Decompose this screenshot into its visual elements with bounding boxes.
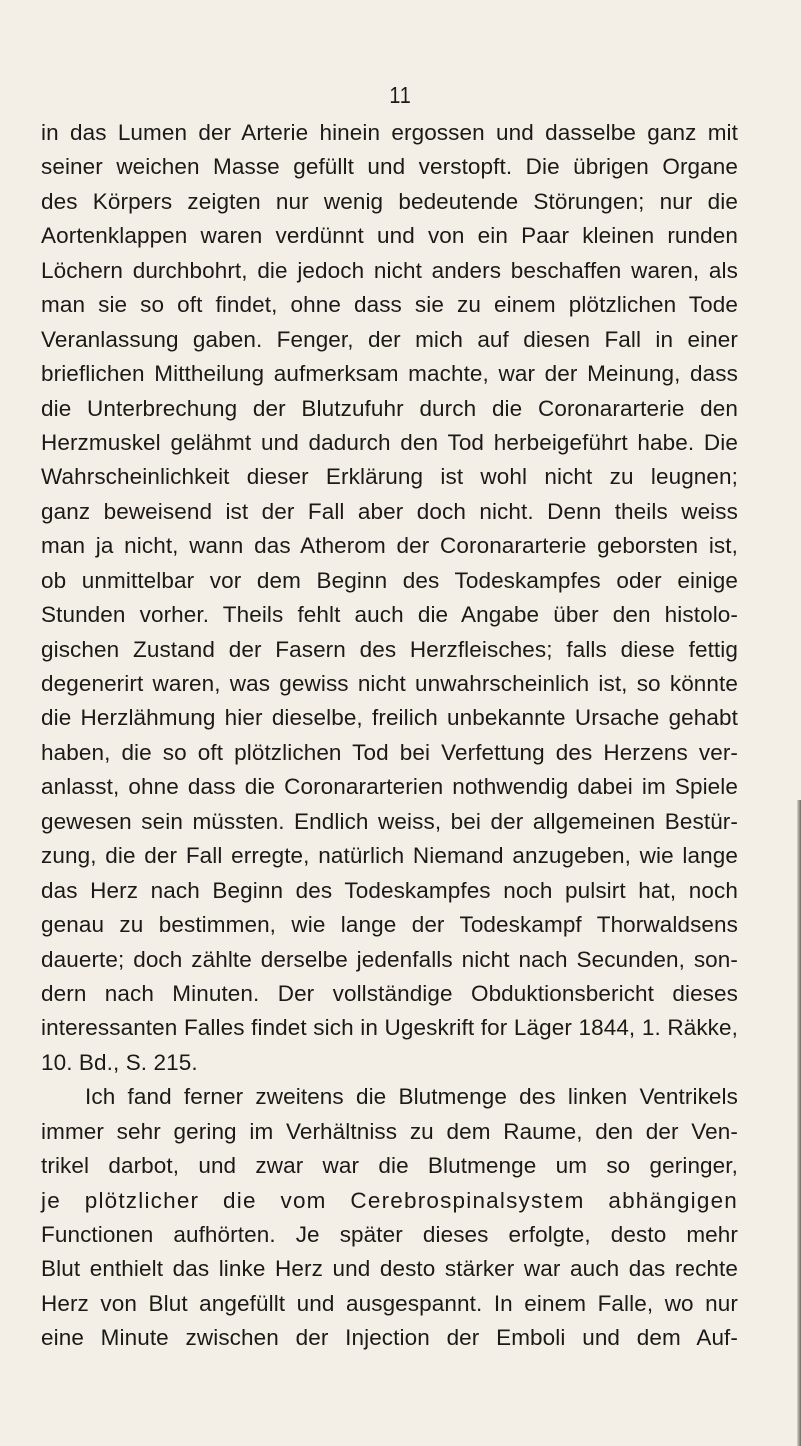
text-line: ganz beweisend ist der Fall aber doch nicht. Denn theils weiss bbox=[41, 498, 738, 524]
text-line: die Unterbrechung der Blutzufuhr durch die Coronararterie den bbox=[41, 395, 738, 421]
text-line: degenerirt waren, was gewiss nicht unwahrscheinlich ist, so könnte bbox=[41, 671, 738, 696]
text-line: gewesen sein müssten. Endlich weiss, bei der allgemeinen Bestür- bbox=[41, 808, 738, 834]
text-line: Löchern durchbohrt, die jedoch nicht anders beschaffen waren, als bbox=[41, 257, 738, 283]
text-line: gischen Zustand der Fasern des Herzfleisches; falls diese fettig bbox=[41, 636, 738, 662]
text-line: immer sehr gering im Verhältniss zu dem Raume, den der Ven- bbox=[41, 1118, 738, 1144]
text-line: eine Minute zwischen der Injection der Emboli und dem Auf- bbox=[41, 1325, 738, 1351]
text-line: dauerte; doch zählte derselbe jedenfalls nicht nach Secunden, son- bbox=[41, 946, 738, 972]
text-line: Wahrscheinlichkeit dieser Erklärung ist wohl nicht zu leugnen; bbox=[41, 464, 738, 490]
text-line: ob unmittelbar vor dem Beginn des Todeskampfes oder einige bbox=[41, 567, 738, 593]
text-line: Ich fand ferner zweitens die Blutmenge des linken Ventrikels bbox=[85, 1084, 738, 1110]
page-number: 11 bbox=[389, 82, 412, 108]
text-line: dern nach Minuten. Der vollständige Obduktionsbericht dieses bbox=[41, 980, 738, 1006]
text-line: trikel darbot, und zwar war die Blutmenge um so geringer, bbox=[41, 1153, 738, 1179]
text-line: Herz von Blut angefüllt und ausgespannt. In einem Falle, wo nur bbox=[41, 1290, 738, 1316]
text-line: Aortenklappen waren verdünnt und von ein Paar kleinen runden bbox=[41, 223, 738, 249]
text-line: je plötzlicher die vom Cerebrospinalsystem abhängigen bbox=[41, 1187, 738, 1213]
text-line: zung, die der Fall erregte, natürlich Niemand anzugeben, wie lange bbox=[41, 843, 738, 869]
text-line: Veranlassung gaben. Fenger, der mich auf diesen Fall in einer bbox=[41, 326, 738, 352]
text-line: die Herzlähmung hier dieselbe, freilich unbekannte Ursache gehabt bbox=[41, 705, 738, 731]
text-line: Blut enthielt das linke Herz und desto stärker war auch das rechte bbox=[41, 1256, 738, 1282]
text-line: das Herz nach Beginn des Todeskampfes noch pulsirt hat, noch bbox=[41, 877, 738, 903]
text-line: haben, die so oft plötzlichen Tod bei Verfettung des Herzens ver- bbox=[41, 739, 738, 765]
text-line: 10. Bd., S. 215. bbox=[41, 1049, 198, 1075]
text-line: man ja nicht, wann das Atherom der Coronararterie geborsten ist, bbox=[41, 533, 738, 559]
text-line: seiner weichen Masse gefüllt und verstopft. Die übrigen Organe bbox=[41, 154, 738, 180]
text-line: Herzmuskel gelähmt und dadurch den Tod herbeigeführt habe. Die bbox=[41, 429, 738, 455]
text-line: genau zu bestimmen, wie lange der Todeskampf Thorwaldsens bbox=[41, 912, 738, 938]
text-line: Stunden vorher. Theils fehlt auch die Angabe über den histolo- bbox=[41, 602, 738, 628]
text-line: man sie so oft findet, ohne dass sie zu einem plötzlichen Tode bbox=[41, 292, 738, 318]
text-line: Functionen aufhörten. Je später dieses erfolgte, desto mehr bbox=[41, 1222, 738, 1247]
text-line: anlasst, ohne dass die Coronararterien nothwendig dabei im Spiele bbox=[41, 774, 738, 800]
page-edge-shadow bbox=[797, 800, 801, 1446]
text-line: in das Lumen der Arterie hinein ergossen und dasselbe ganz mit bbox=[41, 120, 738, 145]
body-text bbox=[41, 116, 738, 1356]
text-line: des Körpers zeigten nur wenig bedeutende Störungen; nur die bbox=[41, 188, 738, 214]
text-line: brieflichen Mittheilung aufmerksam machte, war der Meinung, dass bbox=[41, 361, 738, 387]
text-line: interessanten Falles findet sich in Ugeskrift for Läger 1844, 1. Räkke, bbox=[41, 1015, 738, 1041]
